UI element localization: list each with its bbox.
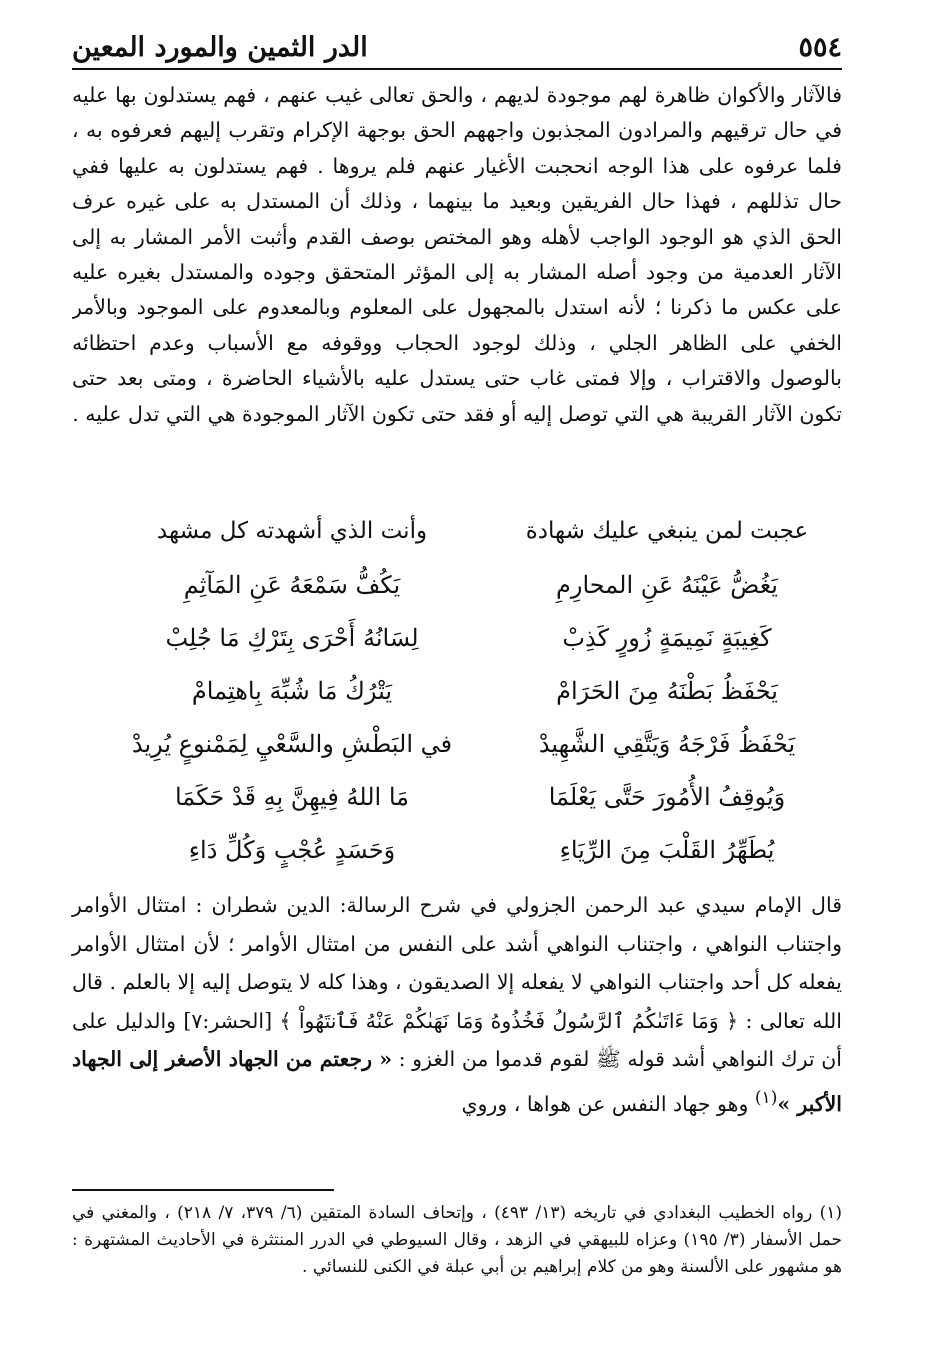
footnote-divider <box>72 1189 334 1191</box>
verse <box>72 671 842 724</box>
verse-first-hemistich: يَغُضُّ عَيْنَهُ عَنِ المحارِمِ <box>556 571 778 599</box>
verse-first-hemistich: عجبت لمن ينبغي عليك شهادة <box>525 518 809 544</box>
main-paragraph: فالآثار والأكوان ظاهرة لهم موجودة لديهم ، والحق تعالى غيب عنهم ، فهم يستدلون بها عليه في حال ترقيهم والمرادون المجذبون واجههم الحق بوجهة الإكرام وتقرب إليهم فعرفوه به ، فلما عرفوه على هذا الوجه انحجبت الأغيار عنهم فلم يروها . فهم يستدلون به عليها ففي حال تذللهم ، فهذا حال الفريقين وبعيد ما بينهما ، وذلك أن المستدل به على غيره عرف الحق الذي هو الوجود الواجب لأهله وهو المختص بوصف القدم وأثبت الأمر المشار به إلى الآثار العدمية من وجود أصله المشار به إلى المؤثر المتحقق وجوده والمستدل بغيره عليه على عكس ما ذكرنا ؛ لأنه استدل بالمجهول على المعلوم وبالمعدوم على الموجود وبالأمر الخفي على الظاهر الجلي ، وذلك لوجود الحجاب ووقوفه مع الأسباب وعدم احتظائه بالوصول والاقتراب ، وإلا فمتى غاب حتى يستدل عليه بالأشياء الحاضرة ، ومتى بعد حتى تكون الآثار القريبة هي التي توصل إليه أو فقد حتى تكون الآثار الموجودة هي التي تدل عليه . <box>72 83 842 426</box>
verse <box>72 724 842 777</box>
verse <box>72 512 842 565</box>
verse-first-hemistich: وَيُوقِفُ الأُمُورَ حَتَّى يَعْلَمَا <box>548 783 786 811</box>
book-title: الدر الثمين والمورد المعين <box>72 32 368 63</box>
verse-first-hemistich: يَحْفَظُ فَرْجَهُ وَيَتَّقِي الشَّهِيدْ <box>538 730 796 758</box>
verse-second-hemistich: يَتْرُكُ مَا شُبِّهَ بِاهتِمامْ <box>191 677 393 705</box>
verse-first-hemistich: يُطَهِّرُ القَلْبَ مِنَ الرِّيَاءِ <box>559 836 775 864</box>
verse <box>72 777 842 830</box>
quote-text: قال الإمام سيدي عبد الرحمن الجزولي في شرح الرسالة: الدين شطران : امتثال الأوامر واجتناب النواهي ، واجتناب النواهي أشد على النفس من امتثال الأوامر ؛ لأن امتثال الأوامر يفعله كل أحد واجتناب النواهي لا يفعله إلا الصديقون ، وهذا كله لا يتوصل إليه إلا بالعلم . قال الله تعالى : ﴿ وَمَا ءَاتَىٰكُمُ ٱلرَّسُولُ فَخُذُوهُ وَمَا نَهَىٰكُمْ عَنْهُ فَٱنتَهُواْ ﴾ [الحشر:٧] والدليل على أن ترك النواهي أشد قوله ﷺ لقوم قدموا من الغزو : <box>72 893 842 1072</box>
footnote: (١) رواه الخطيب البغدادي في تاريخه (١٣/ ٤٩٣) ، وإتحاف السادة المتقين (٦/ ٣٧٩، ٧/ ٢١٨) ، والمغني في حمل الأسفار (٣/ ١٩٥) وعزاه للبيهقي في الزهد ، وقال السيوطي في الدرر المنتثرة في الأحاديث المشتهرة : هو مشهور على الألسنة وهو من كلام إبراهيم بن أبي عبلة في الكنى للنسائي . <box>72 1203 843 1277</box>
header-divider <box>72 68 842 70</box>
verse-second-hemistich: في البَطْشِ والسَّعْيِ لِمَمْنوعٍ يُرِيدْ <box>131 730 453 758</box>
verse-second-hemistich: وَحَسَدٍ عُجْبٍ وَكُلِّ دَاءِ <box>188 836 396 864</box>
verse-second-hemistich: وأنت الذي أشهدته كل مشهد <box>156 518 428 544</box>
verse-second-hemistich: يَكُفُّ سَمْعَهُ عَنِ المَآثِمِ <box>183 571 401 599</box>
running-header <box>72 26 842 70</box>
verse <box>72 830 842 883</box>
page-number: ٥٥٤ <box>798 32 842 63</box>
hadith-text: « رجعتم من الجهاد الأصغر إلى الجهاد الأكبر » <box>72 1047 842 1116</box>
verse-second-hemistich: لِسَانُهُ أَحْرَى بِتَرْكِ مَا جُلِبْ <box>165 624 419 652</box>
poem <box>72 512 842 883</box>
verse-first-hemistich: يَحْفَظُ بَطْنَهُ مِنَ الحَرَامْ <box>556 677 778 705</box>
quote-paragraph <box>72 886 842 1123</box>
verse <box>72 618 842 671</box>
book-page <box>72 26 842 1326</box>
verse-second-hemistich: مَا اللهُ فِيهِنَّ بِهِ قَدْ حَكَمَا <box>174 783 410 811</box>
quote-continuation: وهو جهاد النفس عن هواها ، وروي <box>461 1091 755 1116</box>
jazuli-quote <box>72 886 842 1123</box>
verse <box>72 565 842 618</box>
verse-first-hemistich: كَغِيبَةٍ نَمِيمَةٍ زُورٍ كَذِبْ <box>562 624 772 652</box>
footnote-reference[interactable]: (١) <box>754 1087 778 1108</box>
main-text <box>72 78 842 510</box>
